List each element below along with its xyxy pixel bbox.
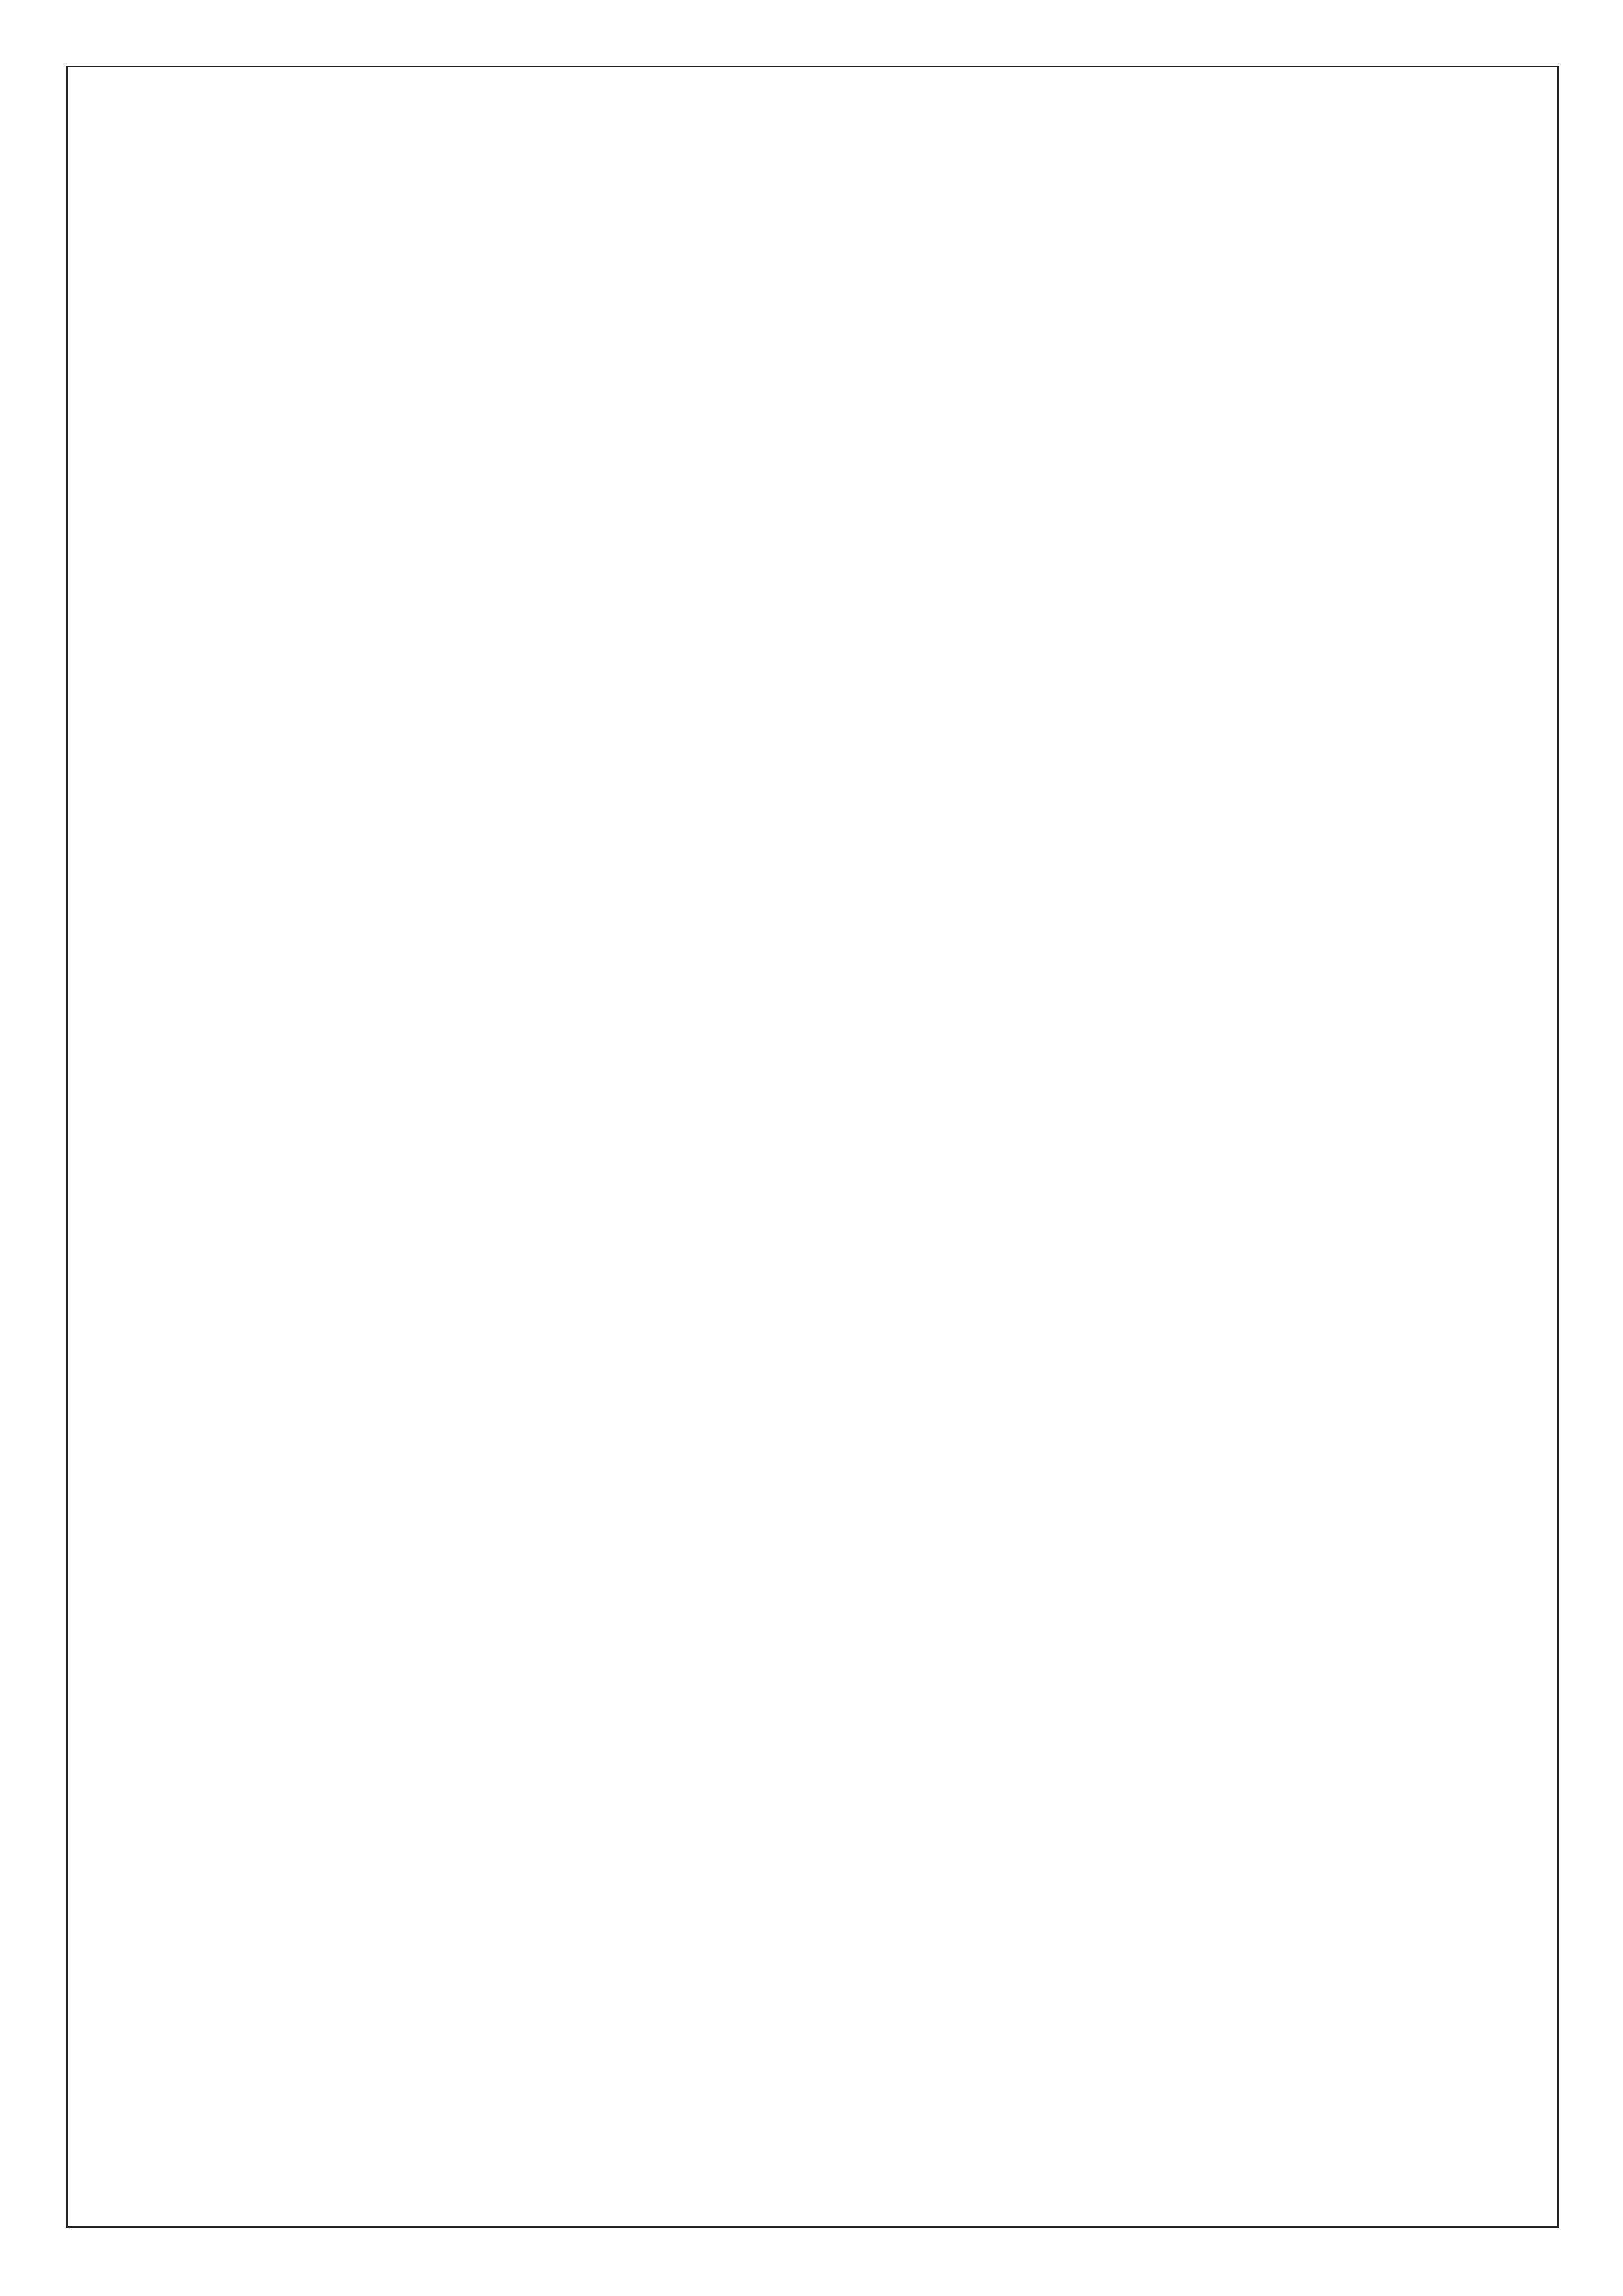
text-line — [200, 1475, 1433, 1582]
text-line — [200, 729, 1433, 836]
text-line — [200, 836, 1433, 942]
text-line — [200, 1902, 1433, 2008]
text-line — [200, 1795, 1433, 1902]
text-line — [200, 1369, 1433, 1475]
document-body — [200, 196, 1433, 2008]
paragraph-1 — [200, 196, 1433, 516]
text-line — [200, 942, 1433, 1049]
text-line — [200, 303, 1433, 409]
text-line — [200, 1156, 1433, 1262]
text-line — [200, 1582, 1433, 1688]
text-line — [200, 1049, 1433, 1156]
text-line — [200, 623, 1433, 729]
text-line — [200, 409, 1433, 516]
paragraph-3 — [200, 1262, 1433, 1688]
text-line — [200, 516, 1433, 623]
paragraph-2 — [200, 516, 1433, 1262]
text-line — [200, 1688, 1433, 1795]
text-line — [200, 196, 1433, 303]
paragraph-4 — [200, 1688, 1433, 2008]
text-line — [200, 1262, 1433, 1369]
